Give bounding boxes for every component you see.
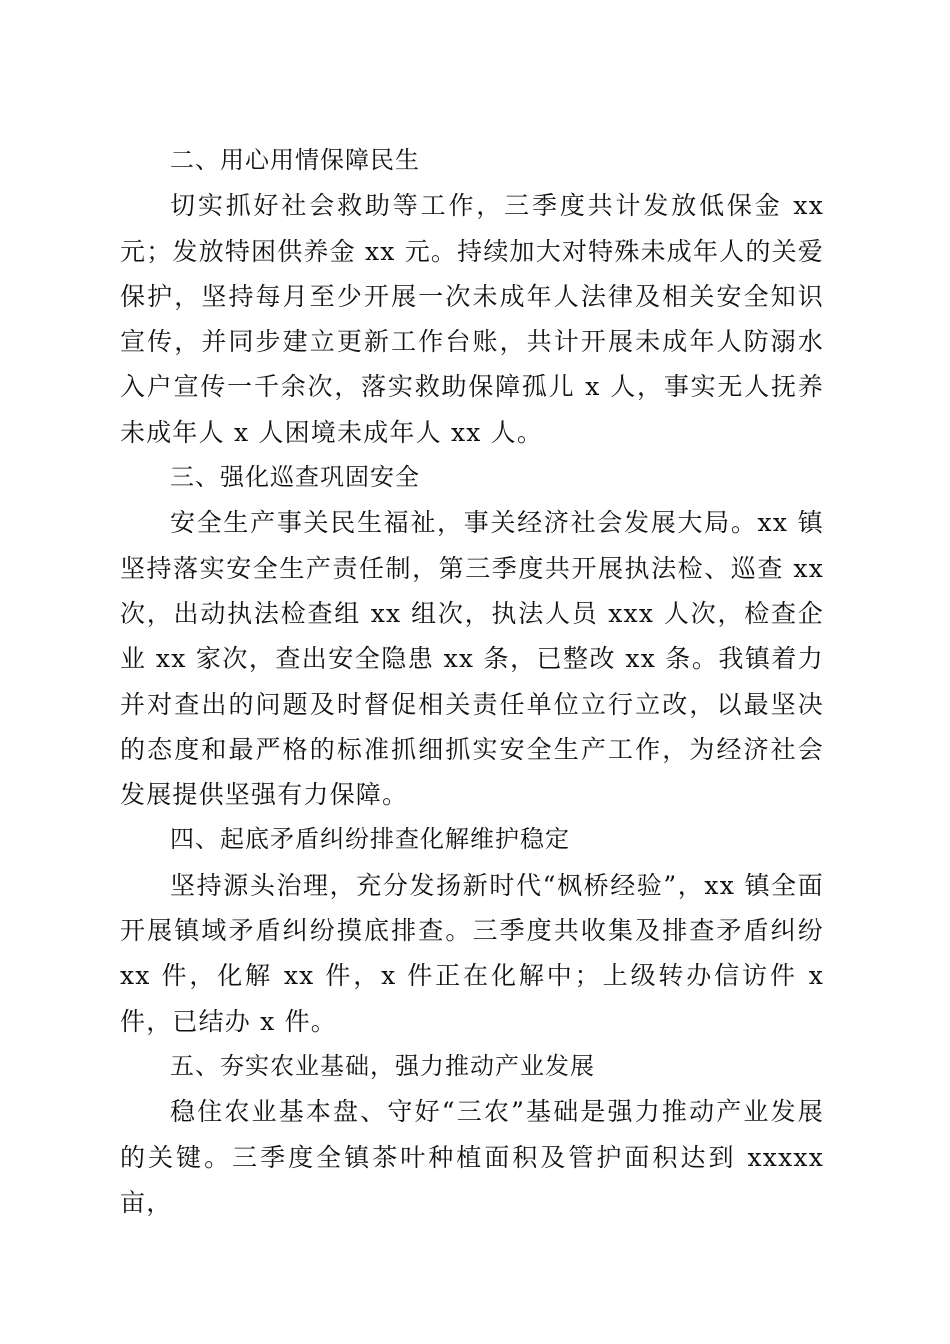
section-paragraph: 稳住农业基本盘、守好“三农”基础是强力推动产业发展的关键。三季度全镇茶叶种植面积及管护面积达到 xxxxx 亩， (120, 1097, 824, 1217)
section-paragraph: 切实抓好社会救助等工作，三季度共计发放低保金 xx 元；发放特困供养金 xx 元。持续加大对特殊未成年人的关爱保护，坚持每月至少开展一次未成年人法律及相关安全知识宣传，并同步建立更新工作台账，共计开展未成年人防溺水入户宣传一千余次，落实救助保障孤儿 x 人，事实无人抚养未成年人 x 人困境未成年人 xx 人。 (120, 191, 824, 447)
section-5 (120, 1044, 824, 1225)
section-heading: 二、用心用情保障民生 (170, 146, 420, 174)
section-heading: 五、夯实农业基础，强力推动产业发展 (170, 1051, 595, 1080)
section-2 (120, 138, 824, 455)
section-heading: 三、强化巡查巩固安全 (170, 463, 420, 492)
section-4 (120, 817, 824, 1043)
section-3 (120, 455, 824, 817)
section-paragraph: 安全生产事关民生福祉，事关经济社会发展大局。xx 镇坚持落实安全生产责任制，第三季度共开展执法检、巡查 xx 次，出动执法检查组 xx 组次，执法人员 xxx 人次，检查企业 xx 家次，查出安全隐患 xx 条，已整改 xx 条。我镇着力并对查出的问题及时督促相关责任单位立行立改，以最坚决的态度和最严格的标准抓细抓实安全生产工作，为经济社会发展提供坚强有力保障。 (120, 508, 824, 810)
document-body (120, 138, 824, 1225)
section-paragraph: 坚持源头治理，充分发扬新时代“枫桥经验”，xx 镇全面开展镇域矛盾纠纷摸底排查。三季度共收集及排查矛盾纠纷 xx 件，化解 xx 件，x 件正在化解中；上级转办信访件 x 件，已结办 x 件。 (120, 870, 824, 1036)
section-heading: 四、起底矛盾纠纷排查化解维护稳定 (170, 825, 570, 854)
